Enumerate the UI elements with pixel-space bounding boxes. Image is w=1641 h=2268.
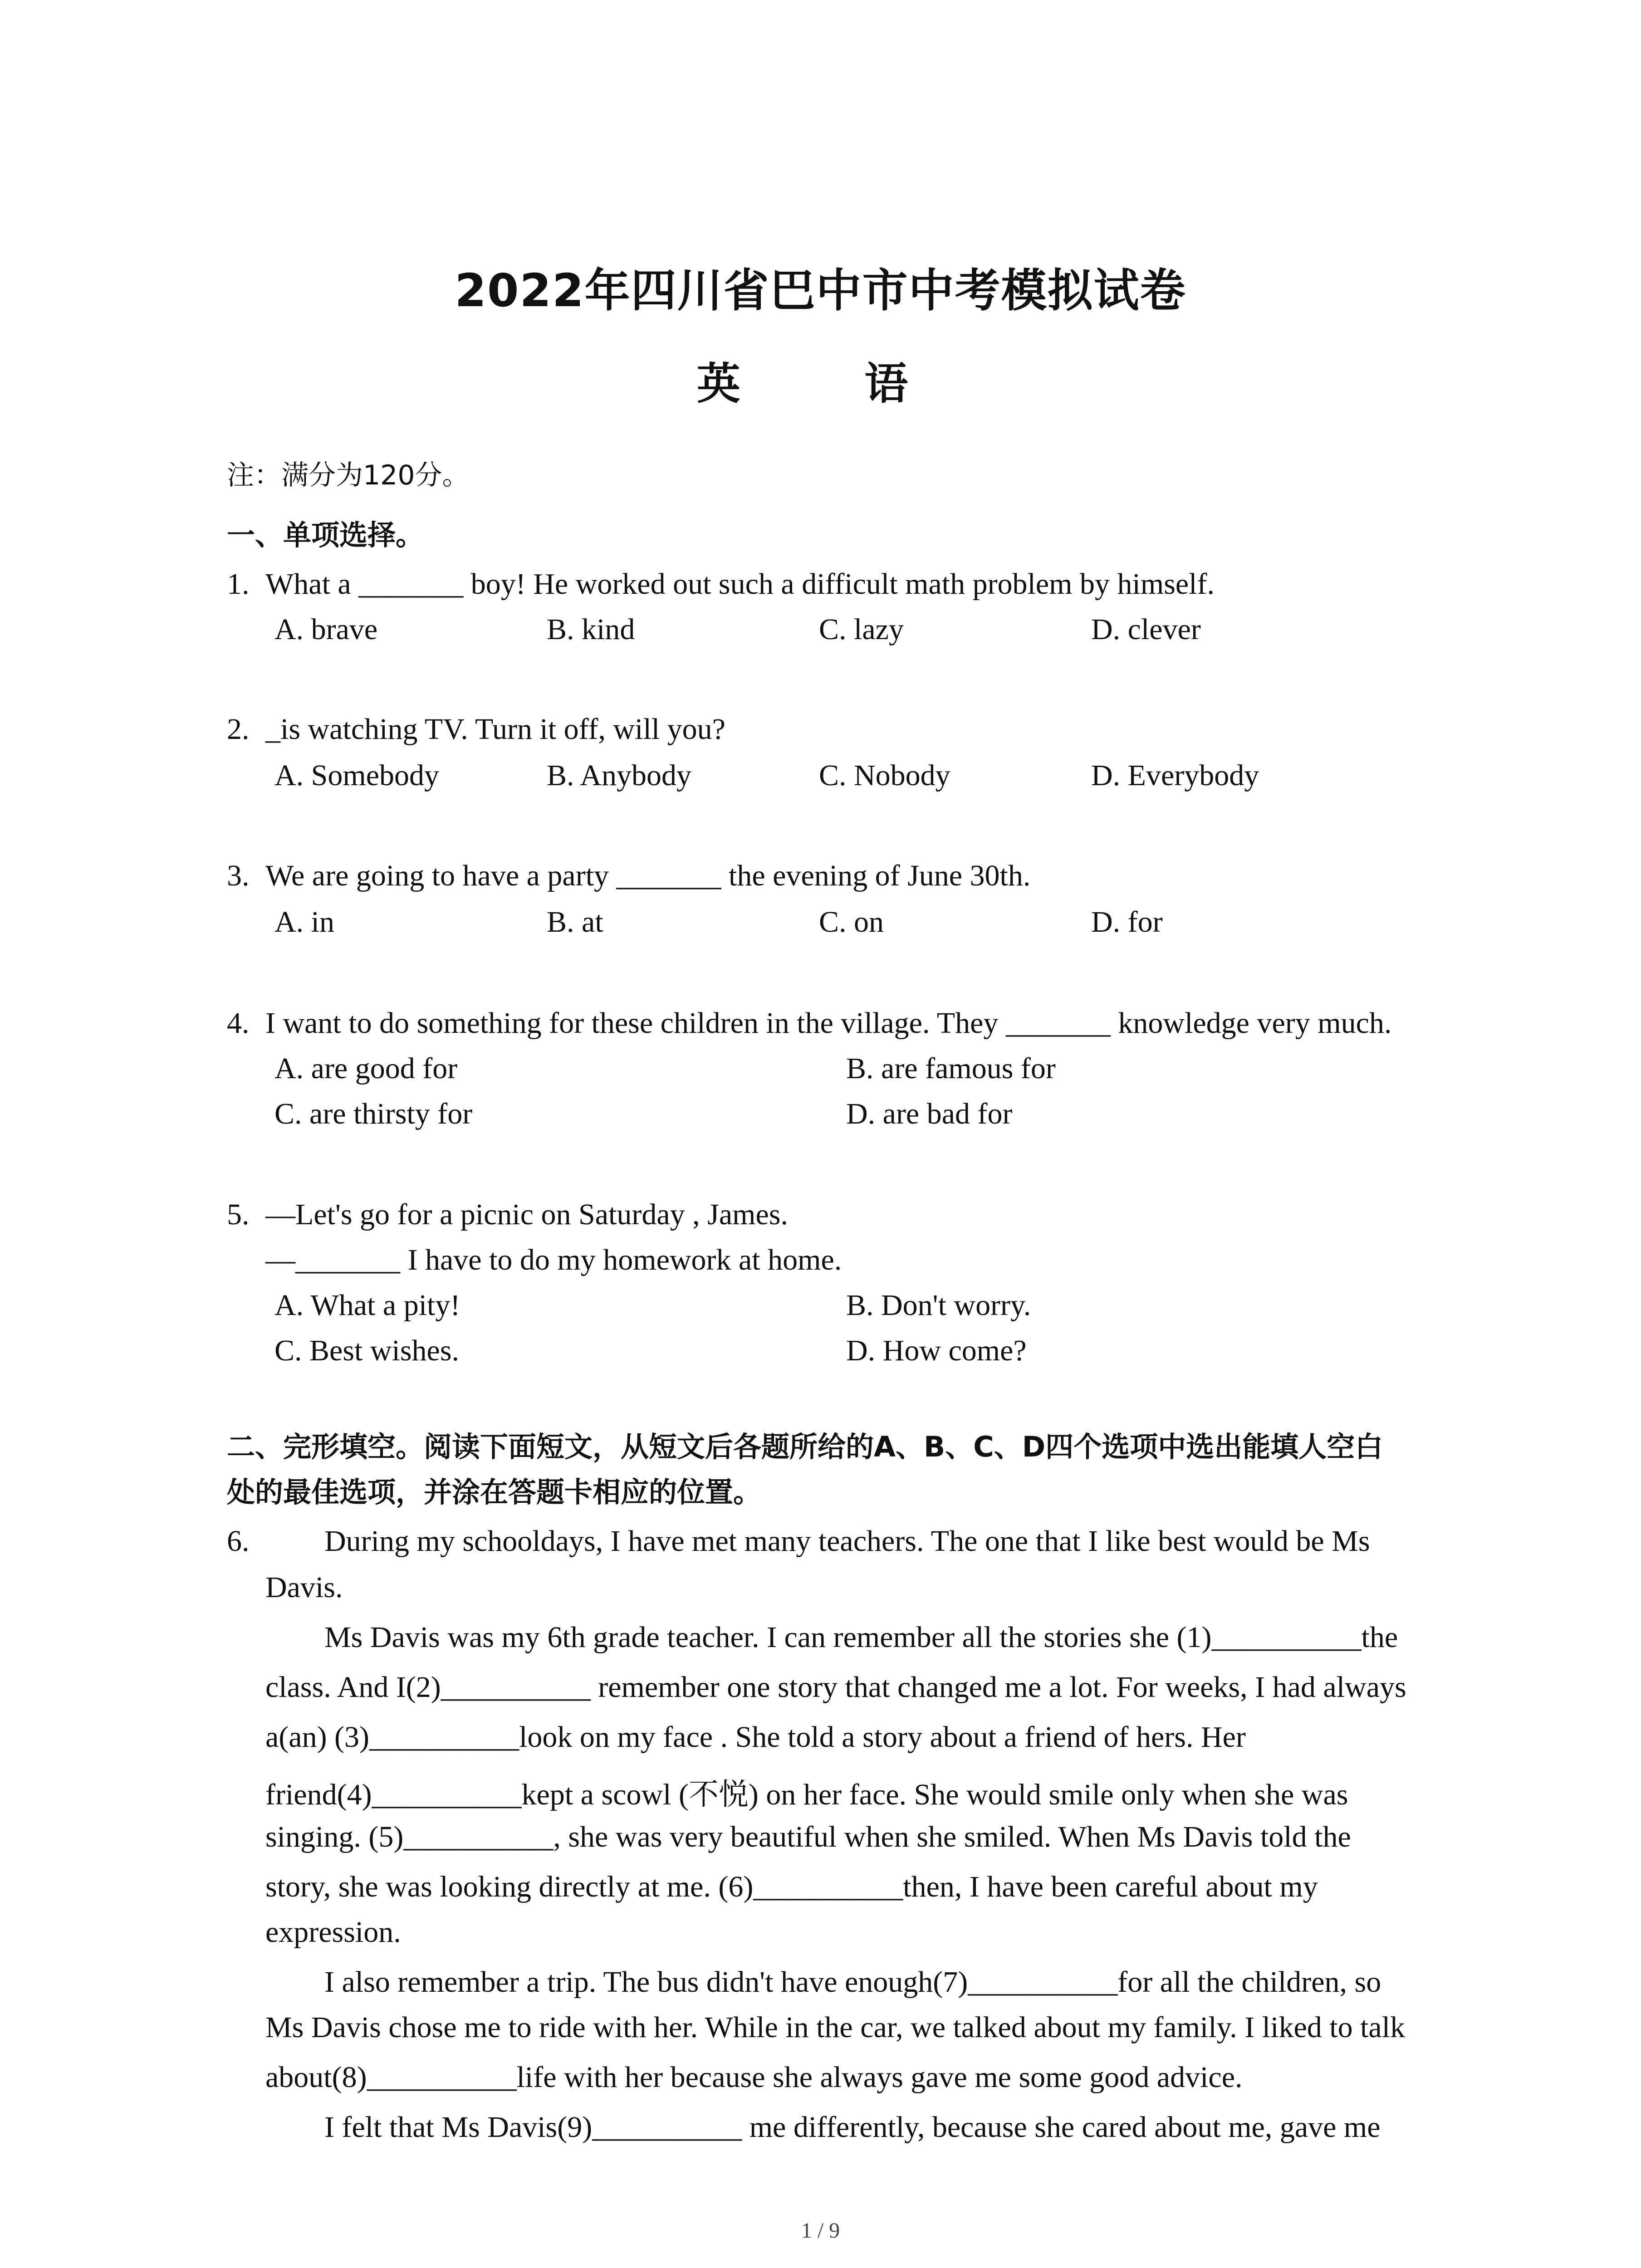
passage-line: singing. (5)__________, she was very beautiful when she smiled. When Ms Davis told the xyxy=(265,1820,1351,1853)
page-title: 2022年四川省巴中市中考模拟试卷 xyxy=(455,264,1186,317)
option-d: D. How come? xyxy=(846,1334,1027,1367)
question-text: _is watching TV. Turn it off, will you? xyxy=(265,713,725,746)
option-d: D. for xyxy=(1091,905,1163,938)
question-number: 2. xyxy=(227,713,250,746)
passage-line: I also remember a trip. The bus didn't have enough(7)__________for all the children, so xyxy=(324,1965,1381,1999)
option-d: D. clever xyxy=(1091,613,1201,646)
question-text: What a _______ boy! He worked out such a difficult math problem by himself. xyxy=(265,567,1215,601)
passage-line: Ms Davis was my 6th grade teacher. I can remember all the stories she (1)__________the xyxy=(324,1621,1398,1654)
question-number: 4. xyxy=(227,1007,250,1040)
option-c: C. are thirsty for xyxy=(274,1097,473,1130)
passage-line: I felt that Ms Davis(9)__________ me differently, because she cared about me, gave me xyxy=(324,2111,1381,2144)
option-a: A. are good for xyxy=(274,1052,458,1085)
question-number: 3. xyxy=(227,859,250,892)
passage-line: During my schooldays, I have met many teachers. The one that I like best would be Ms xyxy=(324,1525,1370,1558)
option-b: B. Anybody xyxy=(547,759,692,792)
passage-line: Ms Davis chose me to ride with her. While in the car, we talked about my family. I liked to talk xyxy=(265,2011,1406,2044)
section-1-heading: 一、单项选择。 xyxy=(227,518,424,552)
passage-line: Davis. xyxy=(265,1571,343,1604)
question-text: —Let's go for a picnic on Saturday , James. xyxy=(265,1198,788,1231)
option-c: C. Nobody xyxy=(819,759,950,792)
passage-line: expression. xyxy=(265,1916,401,1949)
option-a: A. What a pity! xyxy=(274,1289,460,1322)
passage-line: friend(4)__________kept a scowl (不悦) on her face. She would smile only when she was xyxy=(265,1778,1348,1811)
option-d: D. Everybody xyxy=(1091,759,1259,792)
option-c: C. lazy xyxy=(819,613,904,646)
question-number: 6. xyxy=(227,1525,250,1558)
question-text: I want to do something for these children in the village. They _______ knowledge very much. xyxy=(265,1007,1392,1040)
section-2-heading: 二、完形填空。阅读下面短文，从短文后各题所给的A、B、C、D四个选项中选出能填人空白 xyxy=(227,1430,1383,1463)
passage-line: class. And I(2)__________ remember one story that changed me a lot. For weeks, I had always xyxy=(265,1671,1406,1704)
passage-line: story, she was looking directly at me. (6)__________then, I have been careful about my xyxy=(265,1870,1318,1903)
passage-line: a(an) (3)__________look on my face . She told a story about a friend of hers. Her xyxy=(265,1721,1246,1754)
question-text-line-2: —_______ I have to do my homework at home. xyxy=(265,1243,842,1276)
subject-title: 英 语 xyxy=(696,358,945,409)
option-b: B. kind xyxy=(547,613,635,646)
section-2-heading-line-2: 处的最佳选项，并涂在答题卡相应的位置。 xyxy=(227,1476,762,1509)
option-a: A. brave xyxy=(274,613,378,646)
option-c: C. Best wishes. xyxy=(274,1334,460,1367)
option-c: C. on xyxy=(819,905,884,938)
question-number: 1. xyxy=(227,567,250,601)
option-b: B. Don't worry. xyxy=(846,1289,1031,1322)
option-b: B. are famous for xyxy=(846,1052,1056,1085)
option-b: B. at xyxy=(547,905,603,938)
option-a: A. in xyxy=(274,905,334,938)
page-number: 1 / 9 xyxy=(801,2219,840,2243)
score-note: 注：满分为120分。 xyxy=(227,459,470,491)
question-text: We are going to have a party _______ the evening of June 30th. xyxy=(265,859,1031,892)
option-a: A. Somebody xyxy=(274,759,439,792)
question-number: 5. xyxy=(227,1198,250,1231)
option-d: D. are bad for xyxy=(846,1097,1013,1130)
passage-line: about(8)__________life with her because she always gave me some good advice. xyxy=(265,2061,1243,2094)
